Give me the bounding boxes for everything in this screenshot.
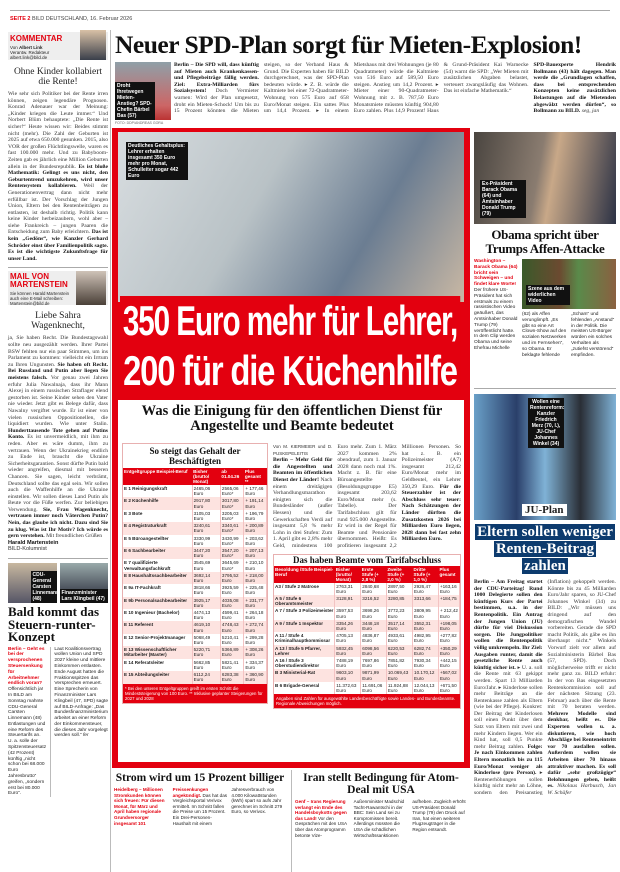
text: Ein Antrag der Jungen Union (JU) dürfte für viel Diskussion sorgen. Die Jungpolitiker wollen die Rentenpolitik völlig umkrempeln. Ihr Ziel: Ausgaben runter, damit die gesetzliche Rente auch künftig sicher ist. xyxy=(474,611,543,671)
table-cell: 3216,52 xyxy=(361,595,387,607)
table-cell: 3545,69 Euro xyxy=(192,559,220,571)
table-cell: A 13 / Stufe 5 Pfarrer, Lehrer xyxy=(274,645,335,657)
table-row xyxy=(123,485,267,497)
table-cell: 3280,85 xyxy=(386,595,412,607)
table-cell: 11.691,06 Euro xyxy=(361,682,387,694)
text: Berlin – Die SPD will, dass künftig auf Mieten auch Krankenkassen- und Pflegebeiträge fällig werden. Ziel: Extra-Milliarden fürs Sozialsystem! xyxy=(174,62,259,95)
table-cell: 7930,34 Euro xyxy=(413,657,439,669)
text: Genf – Irans Regierung verlangt ein Ende des Handelsboykotts gegen das Land! xyxy=(295,799,347,821)
obama-col2: (62) als Affen verunglimpft. „Es gibt so eine Art Clown-Show auf den sozialen Netzwerken und im Fernsehen“, so Obama. Er beklagte fehlende xyxy=(522,312,567,358)
obama-photo-caption: Ex-Präsident Barack Obama (64) und Amtsinhaber Donald Trump (79) xyxy=(480,180,526,218)
ju-title xyxy=(474,524,616,575)
table-cell: 10.069,43 Euro xyxy=(386,669,412,681)
table-cell: + 264,18 Euro xyxy=(244,609,267,621)
table-cell: 3448,18 Euro xyxy=(361,620,387,632)
byline: Von M. KIERMEIER und D. PUSKEPELEITIS xyxy=(273,444,333,456)
table-cell: E 5 Büroangestellter xyxy=(123,535,192,547)
table-row xyxy=(123,510,267,522)
table-cell: 5821,41 Euro xyxy=(220,659,243,671)
text: Berlin – Am Freitag startet der CDU-Parteitag! Rund 1000 Delegierte sollen den künftigen Kurs der Partei bestimmen, u.a. in der Rentenpolitik. xyxy=(474,579,543,618)
table-row xyxy=(123,497,267,509)
table-cell: + 191,14 Euro xyxy=(244,497,267,509)
table-cell: E 1 Reinigungskraft xyxy=(123,485,192,497)
table-row xyxy=(123,572,267,584)
table-cell: E 6 Sachbearbeiter xyxy=(123,547,192,559)
steuer-title: Bald kommt das Steuern-runter-Konzept xyxy=(8,604,100,645)
left-column xyxy=(8,32,108,872)
table-row xyxy=(274,607,460,619)
table-row xyxy=(123,535,267,547)
iran-title: Iran stellt Bedingung für Atom-Deal mit USA xyxy=(303,772,459,796)
author-role: Verantw. Redakteur xyxy=(10,50,50,55)
ju-article xyxy=(474,579,616,797)
table-cell: 3017,80 Euro* xyxy=(220,497,243,509)
table-cell: 3795,52 Euro xyxy=(220,572,243,584)
lehrer-right-flow xyxy=(273,444,461,709)
table-cell: + 207,13 Euro xyxy=(244,547,267,559)
table-cell: E 8 Haushaltssachbearbeiter xyxy=(123,572,192,584)
text: Das hat das Vergleichsportal Verivox ermittelt. Im Schnitt fallen die Preise um 15 Prozent. Ein Drei-Personen-Haushalt mit einem Jahresverbrauch von 4.000 Kilowattstunden (kWh) spart so aufs Jahr gerechnet im Schnitt 279 Euro, so Verivox. xyxy=(172,787,283,826)
kommentar-box xyxy=(8,32,108,60)
table-cell: 7851,82 Euro xyxy=(386,657,412,669)
text: Sie haben oft Recht. Bei Russland und Putin aber liegen Sie meistens falsch. xyxy=(8,361,109,381)
table-cell: E 12 Senior-Projektmanager xyxy=(123,634,192,646)
table-cell: +567,02 Euro xyxy=(438,669,459,681)
kommentar-label: KOMMENTAR xyxy=(10,34,63,43)
klingbeil-photo xyxy=(60,563,109,603)
video-caption: Szene aus dem widerlichen Video xyxy=(526,285,570,305)
author-name: Albert Link xyxy=(19,45,43,50)
mail-label: MAIL VON MARTENSTEIN xyxy=(10,272,68,290)
lehrer-headline-line2: 200 für die Küchenhilfe xyxy=(120,346,460,396)
table-cell: 2565,06 Euro* xyxy=(220,485,243,497)
table-cell: E 13 Wissenschaftlicher Mitarbeiter (Master) xyxy=(123,646,192,658)
lehrer-headline-line1: 350 Euro mehr für Lehrer, xyxy=(120,296,460,346)
text: Nikolaus Harbusch, Jan W. Schäfer xyxy=(547,783,616,796)
table-row xyxy=(123,646,267,658)
table-cell: 3313,66 xyxy=(413,595,439,607)
table-row xyxy=(123,597,267,609)
table-cell: 7488,19 Euro xyxy=(335,657,361,669)
top-article xyxy=(174,62,616,115)
text: Sie, Frau Wagenknecht, vertrauen immer noch Väterchen Putin? Nein, das glaube ich nicht. Dazu sind Sie zu klug. Was ist Ihr Motiv? Ich würde es gern verstehen. xyxy=(8,506,108,540)
table-row xyxy=(274,583,460,595)
table-cell: 11.372,63 Euro xyxy=(335,682,361,694)
table-cell: E 4 Registraturkraft xyxy=(123,522,192,534)
table-cell: + 212,42 Euro xyxy=(439,608,458,619)
table-cell: 5068,49 Euro xyxy=(192,634,220,646)
table-cell: E 9b Personalsachbearbeiter xyxy=(123,597,192,609)
merz-winkel-photo xyxy=(474,394,616,520)
table-header-cell: Bisher (brutto/ Monat) xyxy=(192,468,220,485)
table-cell: 2465,06 Euro xyxy=(192,485,220,497)
table-cell: 4748,43 Euro xyxy=(220,621,243,633)
text: seg, jan xyxy=(581,108,600,115)
table-cell: A 16 / Stufe 3 Oberstudiendirektor xyxy=(274,657,335,669)
text: Berlin – Mehr Geld für die Angestellten und Beamten im öffentlichen Dienst der Länder! xyxy=(273,457,333,483)
table-cell: + 200,89 Euro xyxy=(244,522,267,534)
mail-box xyxy=(8,271,108,305)
bottom-divider xyxy=(291,770,292,872)
table-cell: 3354,26 Euro xyxy=(335,620,361,632)
table-row xyxy=(123,584,267,596)
table-row xyxy=(274,645,460,657)
table-cell: 12.044,13 Euro xyxy=(413,682,439,694)
table-cell: 3105,03 Euro xyxy=(192,510,220,522)
text: CDU-General Carsten Linnemann (48) xyxy=(32,572,60,603)
table-cell: E 9a IT-Fachkraft xyxy=(123,584,192,596)
table-cell: 3925,17 Euro xyxy=(192,597,220,609)
table-cell: 9603,10 Euro xyxy=(335,669,361,681)
top-headline-wrap xyxy=(115,32,617,60)
ju-photo-caption: Wollen eine Rentenreform: Kanzler Friedrich Merz (70, l.), JU-Chef Johannes Winkel (34) xyxy=(530,399,565,447)
photo-credit: FOTO: DDP/ANDREAS GORA xyxy=(115,121,164,125)
obama-col3: „Scham“ und fehlenden „Anstand“ in der Politik. Die meisten US-Bürger würden ein solches Verhalten als „zutiefst verstörend“ empfinden. xyxy=(571,312,615,358)
table-cell: E 3 Bote xyxy=(123,510,192,522)
page-number: SEITE 2 xyxy=(10,16,31,22)
table-row xyxy=(123,671,267,683)
table-cell: +184,75 xyxy=(438,595,459,607)
table-cell: 3552,31 Euro xyxy=(413,620,439,632)
teacher-photo xyxy=(118,132,464,302)
table-cell: + 218,00 Euro xyxy=(244,572,267,584)
table-cell: 2897,50 Euro xyxy=(386,583,412,595)
table-cell: 5662,85 Euro xyxy=(192,659,220,671)
table-cell: 6112,24 Euro xyxy=(192,671,220,683)
table-cell: 2917,80 Euro xyxy=(192,497,220,509)
table-cell: A 5 / Stufe 6 Oberamtsmeister xyxy=(274,595,335,607)
text: Der Tarifabschluss gilt für rund 925.000 Angestellte. Er wird in der Regel für Beamte und Pensionäre übernommen. Heißt: Es profitieren insgesamt 2,2 Millionen Personen. So hat z. B. ein Polizeimeister (A7) insgesamt 212,42 Euro/Monat mehr im Geldbeutel, ein Lehrer 350,29 Euro. xyxy=(337,444,461,549)
table-row xyxy=(274,632,460,644)
table-cell: 2763,31 Euro xyxy=(335,583,361,595)
ju-story xyxy=(474,524,616,797)
text: Washington – Barack Obama (64) bricht sein Schweigen – und findet klare Worte! xyxy=(474,259,518,288)
text: Doch Vermieter warnen: Wird der Plan umgesetzt, droht ein Mieten-Schock! Um bis zu 15 Prozent könnten die Mieten steigen, so der Verband Haus & Grund. Die Experten haben für BILD durchgerechnet, was der SPD-Plan bedeuten würde. xyxy=(174,62,349,115)
text: Berlin – Geht es bei der versprochenen Steuersenkung für Arbeitnehmer endlich voran? xyxy=(8,646,45,687)
table-cell: 10.170,12 Euro xyxy=(413,669,439,681)
table-cell: 4599,41 Euro xyxy=(220,609,243,621)
table-cell: 3430,99 Euro* xyxy=(220,535,243,547)
text: Für die Steuerzahler ist der Abschluss sehr teuer: Nach Schätzungen der Länder dürften die Zusatzkosten 2026 bei Milliarden Euro liegen, 2028 dann bei fast zehn Milliarden Euro. xyxy=(401,483,461,543)
table-cell: 3692,14 Euro xyxy=(192,572,220,584)
obama-story xyxy=(474,228,616,358)
edition-date: BILD DEUTSCHLAND, 16. Februar 2026 xyxy=(32,16,133,22)
table-cell: 3698,26 Euro xyxy=(361,607,387,619)
table-cell: 3330,99 Euro xyxy=(192,535,220,547)
table-cell: 6098,56 Euro xyxy=(361,645,387,657)
table-cell: 11.924,88 Euro xyxy=(386,682,412,694)
table2-title: Das haben Beamte vom Tarifabschluss xyxy=(292,554,442,565)
table-row xyxy=(274,657,460,669)
table-cell: 4474,13 Euro xyxy=(192,609,220,621)
table-row xyxy=(274,595,460,607)
text: SPD-Bauexperte Hendrik Bollmann (43) hält dagegen. Man werde die „Grundlagen schaffen, dass bei entsprechenden Konzepten keine zusätzlichen Belastungen auf die Mietenden abgewälzt werden dürfen“, so Bollmann zu BILD. xyxy=(533,62,616,115)
table-row xyxy=(123,559,267,571)
table-cell: 4933,61 Euro xyxy=(386,632,412,644)
text: Folge: Je nach Einkommen zahlen Eltern monatlich bis zu 115 Euro/Monat weniger als Kinderlose (pro Person). xyxy=(474,743,543,777)
table-cell: 6220,53 Euro xyxy=(386,645,412,657)
text: Offensichtlich ja! In BILD am Sonntag mahnte CDU-General Carsten Linnemann (48) Entlastungen und eine Reform des Steuertarifs an. U. a. solle der Spitzensteuersatz (42 Prozent) künftig „nicht schon bei 68.000 Euro Jahresbrutto“ greifen, „sondern erst bei 80.000 Euro“. xyxy=(8,687,47,797)
text: Haus & Grund-Präsident Kai Warnecke (54) warnt die SPD: „Wer Mieten mit zusätzlichen Abgaben belastet, verteuert zwangsläufig das Wohnen. Das ist einfache Mathematik.“ xyxy=(427,62,529,115)
table-cell: + 196,79 Euro xyxy=(244,510,267,522)
table-row xyxy=(123,659,267,671)
ju-title-text: Eltern sollen weniger Renten-Beitrag zahlen xyxy=(477,524,613,574)
table-row xyxy=(274,620,460,632)
table-cell: 3517,14 Euro xyxy=(386,620,412,632)
text: Das ist kein „Gedöns“, wie Kanzler Gerhard Schröder einst über Familienpolitik sagte. Es ist die wichtigste Zukunftsfrage für unser Land. xyxy=(8,229,109,262)
text: Wie sehr sich Politiker bei der Rente irren können, zeigen legendäre Prognosen. Konrad Adenauer war der Meinung: „Kinder kriegen die Leute immer.“ Und Norbert Blüm behauptete: „Die Rente ist sicher!“ Heute wissen wir: Beides stimmt nicht (mehr). Die Zahl der Geburten ist 2025 auf etwa 650.000 gesunken. 2015, also VOR der großen Flüchtlingswelle, waren es fast 100.000 mehr. Und zu Babyboom-Zeiten gab es jährlich eine Million Geburten allein in der Bundesrepublik. xyxy=(8,91,108,170)
table-cell: 2926,47 Euro xyxy=(413,583,439,595)
salary-table-beamte xyxy=(273,554,461,710)
table-cell: 3597,53 Euro xyxy=(335,607,361,619)
obama-body xyxy=(474,259,616,358)
video-still xyxy=(522,259,616,309)
table-cell: A 11 / Stufe 4 Kriminalhauptkommissar xyxy=(274,632,335,644)
table-cell: 4705,13 Euro xyxy=(335,632,361,644)
signature: Harald Martenstein xyxy=(8,539,59,546)
table-cell: A 9 / Stufe 1 Inspektor xyxy=(274,620,335,632)
table-cell: +198,05 Euro xyxy=(438,620,459,632)
table-row xyxy=(274,682,460,694)
text: Es ist unvermeidlich, mit ihm zu reden. Aber es wäre dumm, ihm zu vertrauen. Wenn der Ukrainekrieg endlich zu Ende ist, braucht die Ukraine Sicherheitsgarantien. Sonst dürfte Putin bald wieder angreifen, diesmal mit besseren Chancen. Sie sagen, leicht verbrämt, Deutschland sollte das egal sein. Wir sollen auch die Waffenhilfe an die Ukraine einstellen. Wir sollen dieses Land Putin als Beute vor die Füße werfen. Zur beliebigen Verwendung. xyxy=(8,434,108,513)
linnemann-photo xyxy=(8,563,60,603)
table-row xyxy=(123,609,267,621)
author-photo xyxy=(80,30,106,60)
table-header-cell: Bisher (brutto/ Monat) xyxy=(335,566,361,583)
table-header-cell: Besoldung /Stufe Beispiel-Beruf xyxy=(274,566,335,583)
table-cell: +442,15 Euro xyxy=(438,657,459,669)
text: Laut Koalitionsvertrag wollen Union und SPD 2027 kleine und mittlere Einkommen entlasten. Ende August hatten die Fraktionsspitzen das Versprechen erneuert. Eine Sprecherin von Finanzminister Lars Klingbeil (47, SPD) sagte auf BILD-Anfrage: „Das Bundesfinanzministerium arbeitet an einer Reform der Einkommensteuer, die dieses Jahr vorgelegt werden soll.“ xyxy=(54,646,108,739)
table-cell: 6282,74 Euro xyxy=(413,645,439,657)
text: Finanzminister Lars Klingbeil (47) xyxy=(60,589,109,603)
steuer-body xyxy=(8,647,108,798)
table-header-cell: Plus gesamt ** xyxy=(244,468,267,485)
author-prefix: Von xyxy=(10,45,18,50)
table-cell: +163,16 Euro xyxy=(438,583,459,595)
bas-photo-caption: Droht Ihretwegen Mieten-Anstieg? SPD-Chefin Bärbel Bas (57) xyxy=(115,82,155,120)
text: ▸ U. a. soll die Rente mit 63 gekippt werden. Spart 13 Milliarden Euro/Jahr. ▸ Kinderlose sollen mehr Beiträge an die Rentenkasse zahlen als Eltern (wie bei der Pflege). Konkret: Der Beitrag der Kinderlosen soll einen Punkt über dem Satz von Eltern mit zwei und mehr Kindern liegen. Wer ein Kind hat, soll 0,5 Punkte mehr Beitrag zahlen. xyxy=(474,664,543,750)
table-cell: 4035,08 Euro xyxy=(220,597,243,609)
table-header-cell: Erste Stufe (+ 2,8 %) xyxy=(361,566,387,583)
ju-tag: JU-Plan xyxy=(522,504,567,516)
table-cell: A 7 / Stufe 3 Polizeimeister xyxy=(274,607,335,619)
text: Es ist bloße Mathematik: Gelingt es uns nicht, den Geburtentrend umzukehren, wird unser Rentensystem kollabieren. xyxy=(8,163,109,190)
text: BILD-Kolumnist xyxy=(8,546,47,553)
obama-title: Obama spricht über Trumps Affen-Attacke xyxy=(485,227,605,256)
table-row xyxy=(123,634,267,646)
table-cell: +350,29 Euro xyxy=(438,645,459,657)
text: Hunderttausende Tote gehen auf Putins Konto. xyxy=(8,427,108,441)
table-cell: E 15 Abteilungsleiter xyxy=(123,671,192,683)
table-cell: E 2 Küchenhilfe xyxy=(123,497,192,509)
steuer-photos xyxy=(8,563,108,603)
table-cell: B 6 Brigade-General xyxy=(274,682,335,694)
table-cell: + 299,28 Euro xyxy=(244,634,267,646)
author-email[interactable]: albert.link@bild.de xyxy=(10,55,48,60)
text: fer xyxy=(82,733,89,739)
text: Weil der Generationenvertrag dann nicht mehr erfüllbar ist. Der Vorschlag der Jungen Union, Eltern bei den Rentenbeiträgen zu entlasten, ist deshalb richtig. Politik kann keine Kinder herbeizaubern, wohl aber – siehe Frankreich – jungen Paaren die Entscheidung zum Baby erleichtern. xyxy=(8,183,108,236)
strom-story xyxy=(114,772,286,826)
table-cell: 5220,71 Euro xyxy=(192,646,220,658)
table-cell: + 210,10 Euro xyxy=(244,559,267,571)
table-cell: 3645,69 Euro* xyxy=(220,559,243,571)
text: ▸ Rentenerhöhungen sollen künftig nicht mehr an Löhne, sondern den Preisanstieg (Inflation) gekoppelt werden. Könnte bis zu 45 Milliarden Euro/Jahr sparen, so JU-Chef Johannes Winkel (34) zu BILD: „Wir müssen uns dringend auf den demografischen Wandel vorbereiten. Gerade die SPD macht Politik, als gäbe es ihn überhaupt nicht.“ Winkels Vorwurf zielt vor allem auf Sozialministerin Bärbel Bas (57, SPD). Doch möglicherweise trifft er nicht mehr ganz zu. BILD erfuhr: In der von Bas eingesetzten Rentenkommission soll auf der nächsten Sitzung (23. Februar) auch über die Rente mit 70 beraten werden. xyxy=(474,579,616,796)
bas-photo xyxy=(115,62,171,120)
table-cell: E 10 Ingenieur (Bachelor) xyxy=(123,609,192,621)
table-cell: 5932,45 Euro xyxy=(335,645,361,657)
text: Vor den Gesprächen mit den USA über das Atomprogramm betonte Vize-Außenminister Madschid Tacht-Rawantschi in der BBC: Sein Land sei zu Kompromissen bereit. Allerdings müssten die USA die schädlichen Wirtschaftssanktionen aufheben. Zugleich erhöht US-Präsident Donald Trump (79) den Druck auf Iran, hat einen weiteren Flugzeugträger in die Region entsandt. xyxy=(295,799,466,838)
text: Mehrere Modelle sind denkbar, heißt es. Die Experten wollen u. a. diskutieren, wie hoch Abschläge bei Renteneintritt vor 70 ausfallen sollen. Außerdem wollen sie Arbeiten über 70 hinaus attraktiver machen. Es soll dafür „sehr großzügige“ Belohnungen geben, heißt es. xyxy=(547,710,616,790)
text: Der frühere US-Präsident hat sich erstmals zu einem rassistischen Video geäußert, das Amtsinhaber Donald Trump (79) veröffentlicht hatte. In dem Clip werden Obama und seine Ehefrau Michelle xyxy=(474,287,518,351)
kommentar-body xyxy=(8,91,108,262)
right-divider xyxy=(474,388,616,389)
table-cell: 4836,87 Euro xyxy=(361,632,387,644)
table-row xyxy=(274,669,460,681)
mail-title: Liebe Sahra Wagenknecht, xyxy=(31,311,85,332)
table-cell: + 272,74 Euro xyxy=(244,621,267,633)
top-headline: Neuer SPD-Plan sorgt für Mieten-Explosion! xyxy=(115,30,582,59)
columnist-photo xyxy=(76,271,106,305)
table-cell: 3240,61 Euro xyxy=(192,522,220,534)
iran-story xyxy=(295,772,467,838)
table-header-cell: ab 01.04.26 xyxy=(220,468,243,485)
table-cell: 3205,03 Euro* xyxy=(220,510,243,522)
mail-info: Sie können Harald Martenstein auch eine E-Mail schreiben: Martenstein@bild.de xyxy=(10,291,69,307)
salary-table-angestellte xyxy=(122,443,268,704)
page-header xyxy=(10,16,132,22)
text: ▸ Z. B. würde die Kaltmiete bei einer 72-Quadratmeter-Wohnung von 575 Euro auf 658 Euro/Monat steigen. Ein sattes Plus um 14,4 Prozent. ▸ In einem Mietshaus mit drei Wohnungen (je 80 Quadratmeter) würde die Kaltmiete von 516 Euro auf 589,50 Euro steigen. Anstieg um 14,2 Prozent. ▸ Mieter einer 90-Quadratmeter-Wohnung mit z. B. 787,50 Euro Monatsmiete müssten künftig 904,80 Euro zahlen. Plus 14,9 Prozent! xyxy=(263,62,439,115)
teacher-photo-caption: Deutliches Gehaltsplus: Lehrer erhalten insgesamt 350 Euro mehr pro Monat, Schulleiter sogar 442 Euro xyxy=(126,142,188,180)
table-cell: E 11 Referent xyxy=(123,621,192,633)
table-cell: + 225,48 Euro xyxy=(244,584,267,596)
table-cell: 5366,89 Euro xyxy=(220,646,243,658)
table-cell: E 14 Referatsleiter xyxy=(123,659,192,671)
table-cell: 3809,95 Euro xyxy=(413,607,439,619)
table1-title: So steigt das Gehalt der Beschäftigten xyxy=(149,446,241,466)
table-cell: 2840,68 Euro xyxy=(361,583,387,595)
table-cell: + 334,37 Euro xyxy=(244,659,267,671)
table-cell: +671,50 Euro xyxy=(438,682,459,694)
table-header-cell: Zweite Stufe (+ 2,0 %) xyxy=(386,566,412,583)
lehrer-subheadline: Was die Einigung für den öffentlichen Dienst für Angestellte und Beamte bedeutet xyxy=(141,403,443,434)
table-cell: B 3 Ministerial-Rat xyxy=(274,669,335,681)
table-cell: + 203,62 Euro xyxy=(244,535,267,547)
strom-title: Strom wird um 15 Prozent billiger xyxy=(115,772,285,784)
text: Vor genau zwei Jahren erfuhr Julia Nawalnaja, dass ihr Mann Alexej in einem russischen Straflager elend gestorben ist. Seine Kinder sehen den Vater nie wieder. Jetzt gibt es Belege dafür, dass Nawalny vergiftet wurde. Er ist einer von vielen russischen Oppositionellen, die liquidiert wurden. Wie unter Stalin. xyxy=(8,375,108,428)
table-row xyxy=(123,621,267,633)
table-cell: + 231,77 Euro xyxy=(244,597,267,609)
table-cell: +277,82 Euro xyxy=(438,632,459,644)
text: Nach einem dreitägigen Verhandlungsmarathon einigten sich die Bundesländer (außer Hessen) und die Gewerkschaften Verdi auf insgesamt 5,8 % mehr Lohn in drei Stufen: Zum 1. April gibt es 2,8% mehr Geld, mindestens 100 Euro mehr. Zum 1. März 2027 kommen 2% obendrauf, zum 1. Januar 2028 dann noch mal 1%. Macht z. B. für eine Büroangestellte (Besoldungsgruppe E5) insgesamt 203,62 Euro/Monat mehr (s. Tabelle). xyxy=(273,444,397,549)
table-cell: 4619,10 Euro xyxy=(192,621,220,633)
table-header-cell: Plus gesamt xyxy=(438,566,459,583)
table-row xyxy=(123,522,267,534)
top-rule xyxy=(10,10,610,11)
table-row xyxy=(123,547,267,559)
table-cell: 4982,95 Euro xyxy=(413,632,439,644)
table-cell: 3772,23 Euro xyxy=(386,607,412,619)
table-cell: 3547,20 Euro* xyxy=(220,547,243,559)
table-cell: 3340,61 Euro* xyxy=(220,522,243,534)
table-cell: 3925,59 Euro xyxy=(220,584,243,596)
table-cell: + 177,46 Euro xyxy=(244,485,267,497)
table-header-cell: Entgeltgruppe Beispiel-Beruf xyxy=(123,468,192,485)
table2-footnote: Angaben sind Zahlen für ausgewählte Landesbeschäftigte sowie Landes- und Bundesbeamte. Regionale Abweichungen möglich. xyxy=(274,694,460,708)
mail-body xyxy=(8,335,108,553)
obama-trump-photo xyxy=(474,132,616,224)
table-cell: 7697,86 Euro xyxy=(361,657,387,669)
table-cell: 3447,20 Euro xyxy=(192,547,220,559)
table-cell: + 360,90 Euro xyxy=(244,671,267,683)
table-cell: 9871,99 Euro xyxy=(361,669,387,681)
text: Mit freundlichen Grüßen xyxy=(46,533,102,540)
table-cell: 3818,66 Euro xyxy=(192,584,220,596)
table-cell: A3 / Stufe 2 Matrose xyxy=(274,583,335,595)
table-cell: E 7 qualifizierte Verwaltungsfachkraft xyxy=(123,559,192,571)
table-cell: 3128,91 xyxy=(335,595,361,607)
lehrer-headline xyxy=(120,296,464,396)
table-cell: 5210,41 Euro xyxy=(220,634,243,646)
column-divider xyxy=(110,30,111,872)
text: ja, Sie haben Recht. Die Bundestagswahl sollte neu ausgezählt werden. Ihrer Partei BSW fehlten nur ein paar Stimmen, um ins Parlament zu kommen: vielleicht ein Irrtum zu Ihren Ungunsten. xyxy=(8,335,108,368)
kommentar-title: Ohne Kinder kollabiert die Rente! xyxy=(13,67,103,87)
obama-col1 xyxy=(474,259,518,352)
table-header-cell: Dritte Stufe (+ 1,0 %) xyxy=(413,566,439,583)
text: Heidelberg – Millionen Stromkunden können sich freuen: Für diesen Monat, für März und April haben regionale Grundversorger insgesamt 101 Preissenkungen angekündigt. xyxy=(114,787,209,826)
table-cell: + 308,26 Euro xyxy=(244,646,267,658)
table-cell: 6283,38 Euro xyxy=(220,671,243,683)
lehrer-article xyxy=(273,444,461,550)
table1-footnote: * Bei den unteren Entgeltgruppen greift im ersten Schritt die Mindeststeigerung von 100 Euro. ** Inklusive geplanter Steigerungen für 2027 und 2028 xyxy=(123,684,267,703)
